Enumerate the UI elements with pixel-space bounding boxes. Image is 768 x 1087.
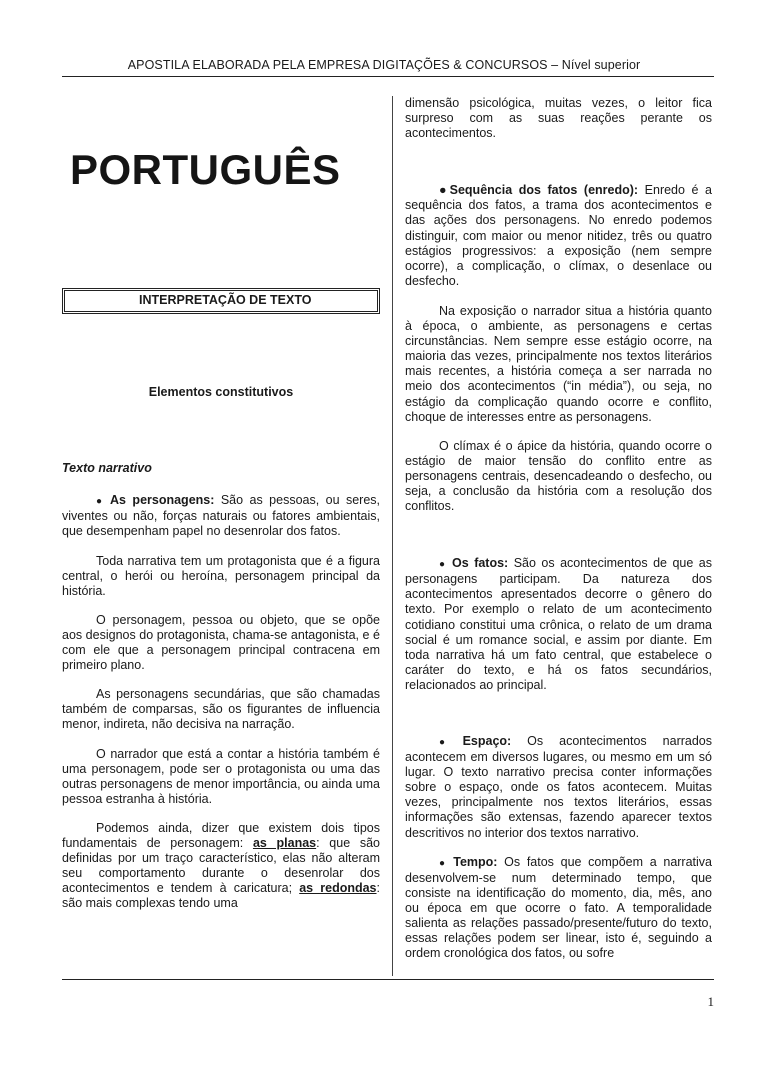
- page-header: APOSTILA ELABORADA PELA EMPRESA DIGITAÇÕES & CONCURSOS – Nível superior: [127, 58, 641, 72]
- paragraph: Na exposição o narrador situa a história quanto à época, o ambiente, as personagens e certas circunstâncias. Nem sempre esse estágio ocorre, na maioria das vezes, principalmente nos textos literários mais recentes, a história começa a ser narrada no meio dos acontecimentos (“in média”), ou seja, no estágio da complicação quando ocorre e conflito, choque de interesses entre as personagens.: [405, 303, 712, 424]
- paragraph: dimensão psicológica, muitas vezes, o leitor fica surpreso com as suas reações perante os acontecimentos.: [405, 96, 712, 141]
- left-column: [62, 100, 380, 911]
- term-redondas: as redondas: [299, 881, 377, 896]
- section-title-box: [62, 288, 380, 314]
- label-enredo: ●Sequência dos fatos (enredo):: [439, 183, 639, 198]
- section-title-box-label: INTERPRETAÇÃO DE TEXTO: [139, 293, 312, 308]
- paragraph-fatos: ● Os fatos: São os acontecimentos de que as personagens participam. Da natureza dos acontecimentos apresentados decorre o gênero do texto. Por exemplo o relato de um acontecimento cotidiano constitui uma crônica, o relato de um drama social é um romance social, e assim por diante. Em toda narrativa há um fato central, que estabelece o caráter do texto, e há os fatos secundários, relacionados ao principal.: [405, 556, 712, 692]
- paragraph: O narrador que está a contar a história também é uma personagem, pode ser o protagonista ou uma das outras personagens de menor importância, ou ainda uma pessoa estranha à história.: [62, 746, 380, 806]
- bullet-icon: ●: [439, 559, 448, 571]
- bullet-icon: ●: [96, 496, 106, 508]
- paragraph: As personagens secundárias, que são chamadas também de comparsas, são os figurantes de influencia menor, indireta, não decisiva na narração.: [62, 687, 380, 732]
- paragraph-tipos: Podemos ainda, dizer que existem dois tipos fundamentais de personagem: as planas: que são definidas por um traço característico, elas não alteram seu comportamento durante o desenrolar dos acontecimentos e tendem à caricatura; as redondas: são mais complexas tendo uma: [62, 820, 380, 911]
- term-planas: as planas: [252, 835, 317, 850]
- column-divider: [392, 96, 393, 976]
- label-personagens: As personagens:: [110, 493, 215, 508]
- paragraph: O personagem, pessoa ou objeto, que se opõe aos designos do protagonista, chama-se antagonista, e é com ele que a personagem principal contracena em primeiro plano.: [62, 612, 380, 673]
- paragraph-personagens: ● As personagens: São as pessoas, ou seres, viventes ou não, forças naturais ou fatores ambientais, que desempenham papel no desenrolar dos fatos.: [62, 493, 381, 539]
- paragraph: Toda narrativa tem um protagonista que é a figura central, o herói ou heroína, personagem principal da história.: [62, 553, 380, 598]
- paragraph: O clímax é o ápice da história, quando ocorre o estágio de maior tensão do conflito entre as personagens centrais, desencadeando o desfecho, ou seja, a conclusão da história com a resolução dos conflitos.: [405, 438, 712, 514]
- header-rule: [62, 76, 714, 77]
- label-espaco: Espaço:: [462, 734, 512, 748]
- topic-title: Texto narrativo: [62, 461, 152, 476]
- right-column: [405, 96, 712, 961]
- footer-rule: [62, 979, 714, 980]
- subsection-title: Elementos constitutivos: [148, 385, 294, 400]
- bullet-icon: ●: [439, 737, 458, 748]
- main-title: PORTUGUÊS: [70, 146, 341, 193]
- page-number: 1: [707, 994, 714, 1009]
- paragraph-tempo: ● Tempo: Os fatos que compõem a narrativa desenvolvem-se num determinado tempo, que consiste na identificação do momento, dia, mês, ano ou época em que ocorre o fato. A temporalidade salienta as relações passado/presente/futuro do texto, essas relações podem ser linear, isto é, seguindo a ordem cronológica dos fatos, ou sofre: [405, 854, 713, 961]
- label-tempo: Tempo:: [453, 854, 498, 869]
- bullet-icon: ●: [439, 857, 449, 869]
- label-fatos: Os fatos:: [452, 556, 509, 571]
- paragraph-espaco: ● Espaço: Os acontecimentos narrados acontecem em diversos lugares, ou mesmo em um só lugar. O texto narrativo precisa conter informações sobre o espaço, onde os fatos acontecem. Muitas vezes, principalmente nos textos literários, essas informações são extensas, fazendo aparecer textos descritivos no interior dos textos narrativo.: [405, 734, 713, 840]
- paragraph-enredo: ●Sequência dos fatos (enredo): Enredo é a sequência dos fatos, a trama dos acontecimentos e das ações dos personagens. No enredo podemos distinguir, com maior ou menor nitidez, três ou quatro estágios progressivos: a exposição (nem sempre ocorre), a complicação, o clímax, o desenlace ou desfecho.: [405, 183, 712, 288]
